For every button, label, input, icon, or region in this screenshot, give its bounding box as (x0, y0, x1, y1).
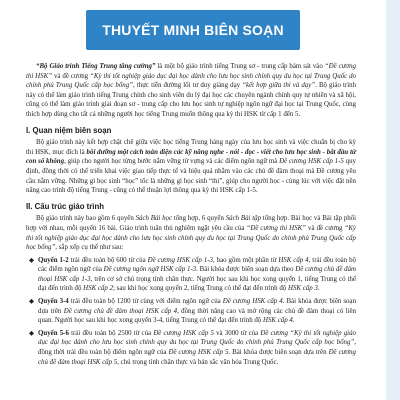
item-text: . Bài khóa được biên soạn dựa trên (38, 298, 357, 315)
document-body (26, 62, 356, 370)
s2-italic-3: “Đề cương thi HSK” (246, 224, 307, 232)
s2-text-3: tổng hợp. Bài học và Bài tập phối hợp với nhau, mỗi quyển 16 bài. Giáo trình tuân thủ nghiêm ngặt yêu cầu của (26, 215, 356, 232)
intro-paragraph (26, 62, 356, 120)
intro-quote-3: “Kỳ thi tốt nghiệp giáo dục đại học dành cho lưu học sinh chính quy du học tại Trung Quốc do chính phủ Trung Quốc cấp học bổng” (26, 72, 356, 90)
item-italic: Đề cương HSK cấp 1-3 (147, 256, 213, 264)
item-italic: HSK cấp 4 (278, 256, 309, 264)
section-1-heading: I. Quan niệm biên soạn (26, 125, 112, 135)
intro-text-3: , thực tiễn đường lối tư duy giảng dạy (133, 82, 243, 90)
item-italic: Đề cương HSK cấp 5 (153, 329, 214, 337)
item-text: trải đều toàn bộ 2500 từ của (68, 329, 154, 337)
item-italic: Đề cương chủ đề đàm thoại HSK cấp 1-3 (38, 266, 356, 283)
bullet-icon: ◆ (29, 329, 34, 337)
s1-text-1: Bộ giáo trình này kết hợp chặt chẽ giữa việc học tiếng Trung hàng ngày của lưu học sinh và việc chuẩn bị cho kỳ thi HSK, mục đích là (26, 139, 356, 156)
item-text: trải đều toàn bộ 1200 từ cùng với điểm ngôn ngữ của (68, 298, 223, 306)
item-text: , chú trọng tính chân thực và bản sắc văn hóa Trung Quốc. (117, 358, 279, 366)
item-text: , trải đều toàn bộ các điểm ngôn ngữ của (38, 256, 356, 274)
s1-emphasis: bồi dưỡng một cách toàn diện các kỹ năng nghe - nói - đọc - viết cho lưu học sinh - bắt đầu từ con số không (26, 148, 356, 166)
item-text: , bao gồm một phần từ (212, 256, 279, 264)
item-italic: HSK cấp 2 (83, 285, 114, 293)
bullet-icon: ◆ (29, 298, 34, 306)
intro-quote-4: “kết hợp giữa thi và dạy” (242, 82, 316, 90)
item-italic: Đề cương HSK cấp 4 (222, 298, 283, 306)
item-italic: Đề cương chủ đề đàm thoại HSK cấp 5 (38, 349, 356, 366)
item-italic: HSK cấp 3 (287, 285, 318, 293)
list-item-volume-1-2 (29, 256, 356, 294)
title-banner (86, 10, 300, 50)
item-text: . (292, 317, 295, 325)
section-2-heading: II. Cấu trúc giáo trình (26, 201, 104, 211)
volume-list (26, 256, 356, 368)
item-italic: Đề cương “Kỳ thi tốt nghiệp giáo dục đại học dành cho lưu học sinh chính quy du học tại Trung Quốc do chính phủ Trung Quốc cấp học bổng” (38, 329, 356, 347)
item-text: và 3000 từ của (213, 329, 261, 337)
intro-quote-1: “Bộ Giáo trình Tiếng Trung tăng cường” (36, 63, 156, 70)
item-text: trải đều toàn bộ 600 từ của (68, 256, 148, 264)
intro-quote-2: “Đề cương thi HSK” (26, 63, 356, 80)
s2-text-2: tổng hợp, 6 quyển (172, 215, 226, 223)
list-item-volume-5-6 (29, 329, 356, 367)
item-text: ; sau khi học xong quyển 2, tiếng Trung có thể đạt đến trình độ (113, 285, 288, 293)
item-lead: Quyển 3-4 (38, 298, 69, 306)
item-text: . Bài khóa được biên soạn dựa theo (196, 266, 296, 274)
s2-italic-2: Sách Bài tập (225, 215, 262, 223)
section-2-paragraph (26, 214, 356, 252)
s2-text-1: Bộ giáo trình này bao gồm 6 quyển (36, 215, 136, 223)
item-italic: Đề cương HSK cấp 5 (168, 349, 229, 357)
bullet-icon: ◆ (29, 256, 34, 264)
intro-text-1: là một bộ giáo trình tiếng Trung sơ - trung cấp bám sát vào (155, 63, 325, 70)
page-edge-band (386, 0, 400, 400)
intro-text-4: . Bộ giáo trình này có thể làm giáo trình tiếng Trung chính cho sinh viên du lý đại học các chuyên ngành chính quy tự nhiên và xã hội, cũng có thể làm giáo trình giai đoạn sơ - trung cấp cho lưu học sinh tự nghiệp ngôn ngữ đại học tại Trung Quốc, cùng thích hợp dùng cho tất cả những người học tiếng Trung muốn thông qua kỳ thi HSK từ cấp 1 đến 5. (26, 82, 357, 118)
item-text: , đồng thời trải đều toàn bộ điểm ngôn ngữ của (38, 339, 356, 357)
item-text: . (317, 285, 320, 293)
s2-italic-1: Sách Bài học (135, 215, 173, 223)
s2-italic-4: “Kỳ thi tốt nghiệp giáo dục đại học dành cho lưu học sinh chính quy du học tại Trung Quốc do chính phủ Trung Quốc cấp học bổng” (26, 224, 356, 252)
s1-text-2: , giúp cho người học từng bước nắm vững từ vựng và các điểm ngôn ngữ mà (64, 158, 280, 166)
s1-italic-1: Đề cương HSK cấp 1-5 (279, 158, 344, 166)
section-1-paragraph (26, 138, 356, 196)
item-italic: HSK cấp 4 (262, 317, 293, 325)
page-title: THUYẾT MINH BIÊN SOẠN (102, 22, 284, 38)
item-text: , đồng thời nâng cao và mở rộng các chủ đề đàm thoại có liên quan. Người học sau khi học xong quyển 3-4, tiếng Trung có thể đạt đến trình độ (38, 307, 356, 325)
s2-text-4: và đề cương (306, 224, 345, 232)
item-lead: Quyển 1-2 (38, 256, 69, 264)
item-lead: Quyển 5-6 (38, 329, 69, 337)
item-italic: Đề cương chủ đề đàm thoại HSK cấp 4 (63, 307, 178, 315)
list-item-volume-3-4 (29, 297, 357, 326)
item-text: , trên cơ sở chú trọng tính chân thực. Người học sau khi học xong quyển 1, tiếng Trung có thể đạt đến trình độ (38, 275, 356, 293)
s2-text-5: , sắp xếp cụ thể như sau: (55, 244, 124, 252)
item-text: . Bài khóa được biên soạn dựa trên (228, 349, 329, 357)
item-italic: Đề cương ngôn ngữ HSK cấp 1-3 (103, 266, 197, 274)
s1-text-3: quy định, đồng thời có thể triển khai việc giao tiếp thực tế và hiệu quả nhằm vào các chủ đề đàm thoại mà Đề cương yêu cầu nắm vững. Những gì học sinh “học” tốc là những gì học sinh “thi”, giúp cho người học - cùng lúc với việc đặt nền nâng cao trình độ tiếng Trung - cũng có thể thuận lợi thông qua kỳ thi HSK cấp 1-5. (26, 158, 356, 195)
intro-text-2: và đề cương (52, 72, 91, 80)
